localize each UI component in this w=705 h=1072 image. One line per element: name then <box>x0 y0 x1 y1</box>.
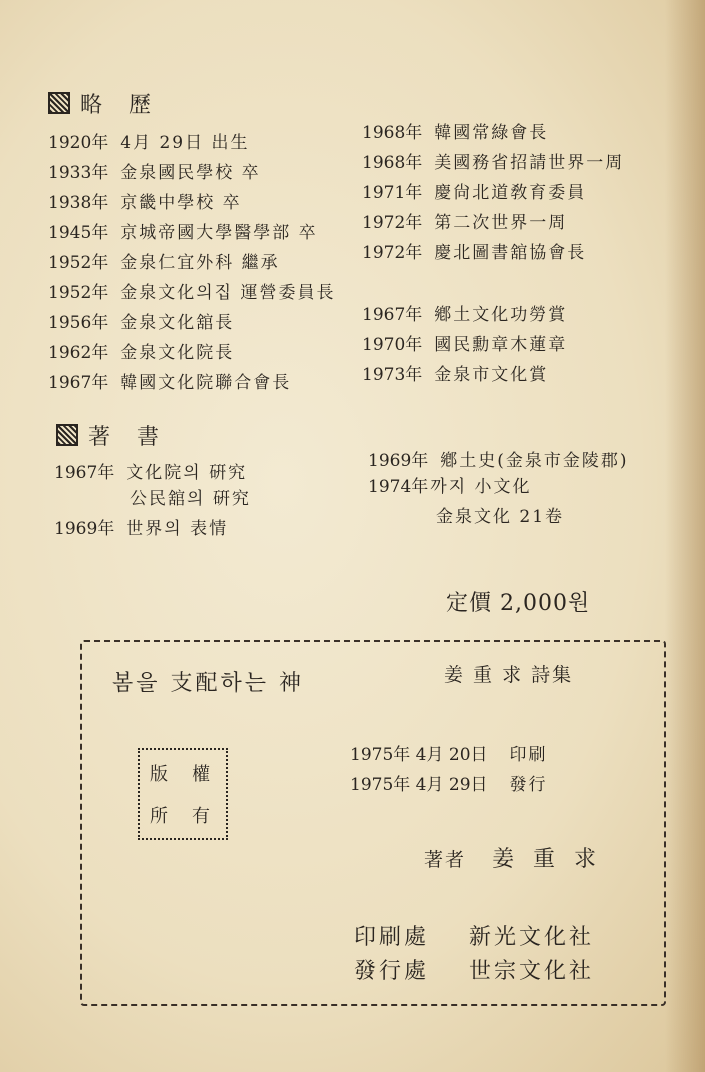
list-item: 1962年 金泉文化院長 <box>48 343 235 363</box>
list-item: 1967年 鄕土文化功勞賞 <box>362 305 568 325</box>
seal-char: 有 <box>192 806 210 827</box>
seal-char: 所 <box>150 806 168 827</box>
list-item: 1971年 慶尙北道敎育委員 <box>362 183 587 203</box>
list-item: 1969年 鄕土史(金泉市金陵郡) <box>368 451 629 471</box>
author-line <box>424 842 602 873</box>
list-item: 1972年 第二次世界一周 <box>362 213 568 233</box>
works-heading: 著 書 <box>56 420 169 451</box>
list-item: 1938年 京畿中學校 卒 <box>48 193 242 213</box>
book-series: 姜 重 求 詩集 <box>444 664 574 686</box>
list-item: 1974年 까지 小文化 <box>368 477 532 497</box>
print-date: 1975年 4月 20日 印刷 <box>350 745 548 765</box>
printer-line <box>354 920 594 951</box>
list-item: 1972年 慶北圖書舘協會長 <box>362 243 587 263</box>
list-item: 1968年 韓國常綠會長 <box>362 123 549 143</box>
list-item: 1952年 金泉仁宜外科 繼承 <box>48 253 280 273</box>
list-item: 1970年 國民勳章木蓮章 <box>362 335 568 355</box>
list-item: 1945年 京城帝國大學醫學部 卒 <box>48 223 318 243</box>
publisher-line <box>354 954 594 985</box>
author-label: 著者 <box>424 849 467 871</box>
publisher-label: 發行處 <box>354 959 430 984</box>
list-item: 1933年 金泉國民學校 卒 <box>48 163 261 183</box>
paper-edge-shadow <box>665 0 705 1072</box>
list-item: 1952年 金泉文化의집 運營委員長 <box>48 283 336 303</box>
publish-date: 1975年 4月 29日 發行 <box>350 775 548 795</box>
copyright-seal <box>138 748 228 840</box>
list-item: 1968年 美國務省招請世界一周 <box>362 153 625 173</box>
section-bullet-icon <box>48 92 70 114</box>
section-bullet-icon <box>56 424 78 446</box>
price-label: 定價 2,000원 <box>446 591 591 616</box>
seal-char: 版 <box>150 764 168 785</box>
author-name: 姜 重 求 <box>492 847 603 872</box>
book-title: 봄을 支配하는 神 <box>112 671 304 696</box>
printer-name: 新光文化社 <box>469 925 595 950</box>
career-heading: 略 歷 <box>48 88 161 119</box>
list-item: 1969年 世界의 表情 <box>54 519 229 539</box>
list-item: 1920年 4月 29日 出生 <box>48 133 250 153</box>
list-item: 1973年 金泉市文化賞 <box>362 365 549 385</box>
seal-char: 權 <box>192 764 210 785</box>
list-item: 公民舘의 硏究 <box>130 489 251 509</box>
publisher-name: 世宗文化社 <box>469 959 595 984</box>
printer-label: 印刷處 <box>354 925 430 950</box>
list-item: 1967年 韓國文化院聯合會長 <box>48 373 292 393</box>
list-item: 1967年 文化院의 硏究 <box>54 463 248 483</box>
list-item: 金泉文化 21卷 <box>436 507 565 527</box>
list-item: 1956年 金泉文化舘長 <box>48 313 235 333</box>
